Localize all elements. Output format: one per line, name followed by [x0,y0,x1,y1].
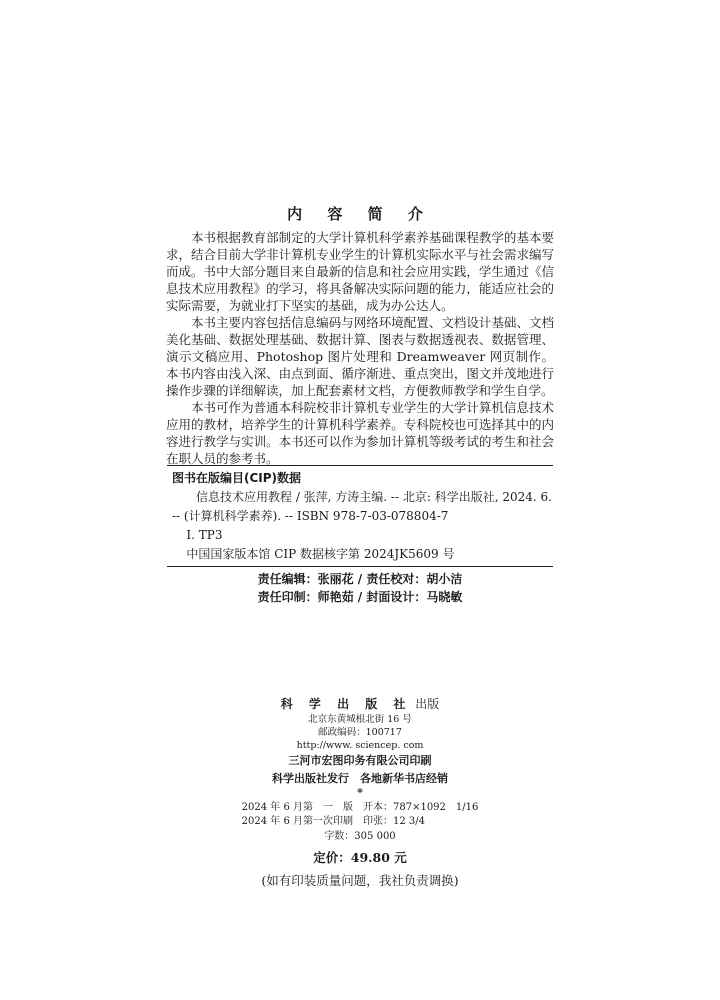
summary-title: 内 容 简 介 [287,205,433,223]
credits-line-2: 责任印制：师艳茹 / 封面设计：马晓敏 [257,590,463,604]
cip-record: 信息技术应用教程 / 张萍, 方涛主编. -- 北京: 科学出版社, 2024. 6. -- (计算机科学素养). -- ISBN 978-7-03-078804-7 [172,490,552,523]
publisher-address: 北京东黄城根北街 16 号 [308,714,412,725]
publisher-colophon [0,698,720,891]
word-count: 字数：305 000 [324,831,396,842]
edition-info [242,801,479,829]
publisher-postcode: 邮政编码：100717 [318,727,402,738]
publisher-suffix: 出版 [415,697,440,711]
cip-block [172,469,552,564]
edition-line-1: 2024 年 6 月第 一 版 开本：787×1092 1/16 [241,802,479,813]
distribution-line: 科学出版社发行 各地新华书店经销 [272,772,448,785]
editor-credits [0,570,720,606]
summary-paragraph-3: 本书可作为普通本科院校非计算机专业学生的大学计算机信息技术应用的教材，培养学生的计算机科学素养。专科院校也可选择其中的内容进行教学与实训。本书还可以作为参加计算机等级考试的考生和社会在职人员的参考书。 [166,400,554,466]
credits-line-1: 责任编辑：张丽花 / 责任校对：胡小洁 [257,572,463,586]
publisher-website: http://www. sciencep. com [296,740,424,751]
publisher-line [0,698,720,711]
summary-body [166,229,554,467]
cip-bottom-rule [167,566,553,567]
cip-heading: 图书在版编目(CIP)数据 [172,471,302,485]
edition-line-2: 2024 年 6 月第一次印刷 印张：12 3/4 [241,816,425,827]
defect-note: (如有印装质量问题，我社负责调换) [261,873,459,888]
summary-paragraph-1: 本书根据教育部制定的大学计算机科学素养基础课程教学的基本要求，结合目前大学非计算机专业学生的计算机实际水平与社会需求编写而成。书中大部分题目来自最新的信息和社会应用实践，学生通过《信息技术应用教程》的学习，将具备解决实际问题的能力，能适应社会的实际需要，为就业打下坚实的基础，成为办公达人。 [166,230,554,313]
cip-library-number: 中国国家版本馆 CIP 数据核字第 2024JK5609 号 [186,547,455,561]
summary-paragraph-2: 本书主要内容包括信息编码与网络环境配置、文档设计基础、文档美化基础、数据处理基础、数据计算、图表与数据透视表、数据管理、演示文稿应用、Photoshop 图片处理和 Dreamweaver 网页制作。本书内容由浅入深、由点到面、循序渐进、重点突出，图文并茂地进行操作步骤的详细解读，加上配套素材文档，方便教师教学和学生自学。 [166,315,554,398]
cip-classification: Ⅰ. TP3 [186,528,223,542]
separator-star: * [357,786,363,799]
printer-line: 三河市宏图印务有限公司印刷 [288,754,432,767]
publisher-name: 科 学 出 版 社 [280,697,412,711]
price: 定价：49.80 元 [313,850,407,865]
cip-top-rule [167,465,553,466]
